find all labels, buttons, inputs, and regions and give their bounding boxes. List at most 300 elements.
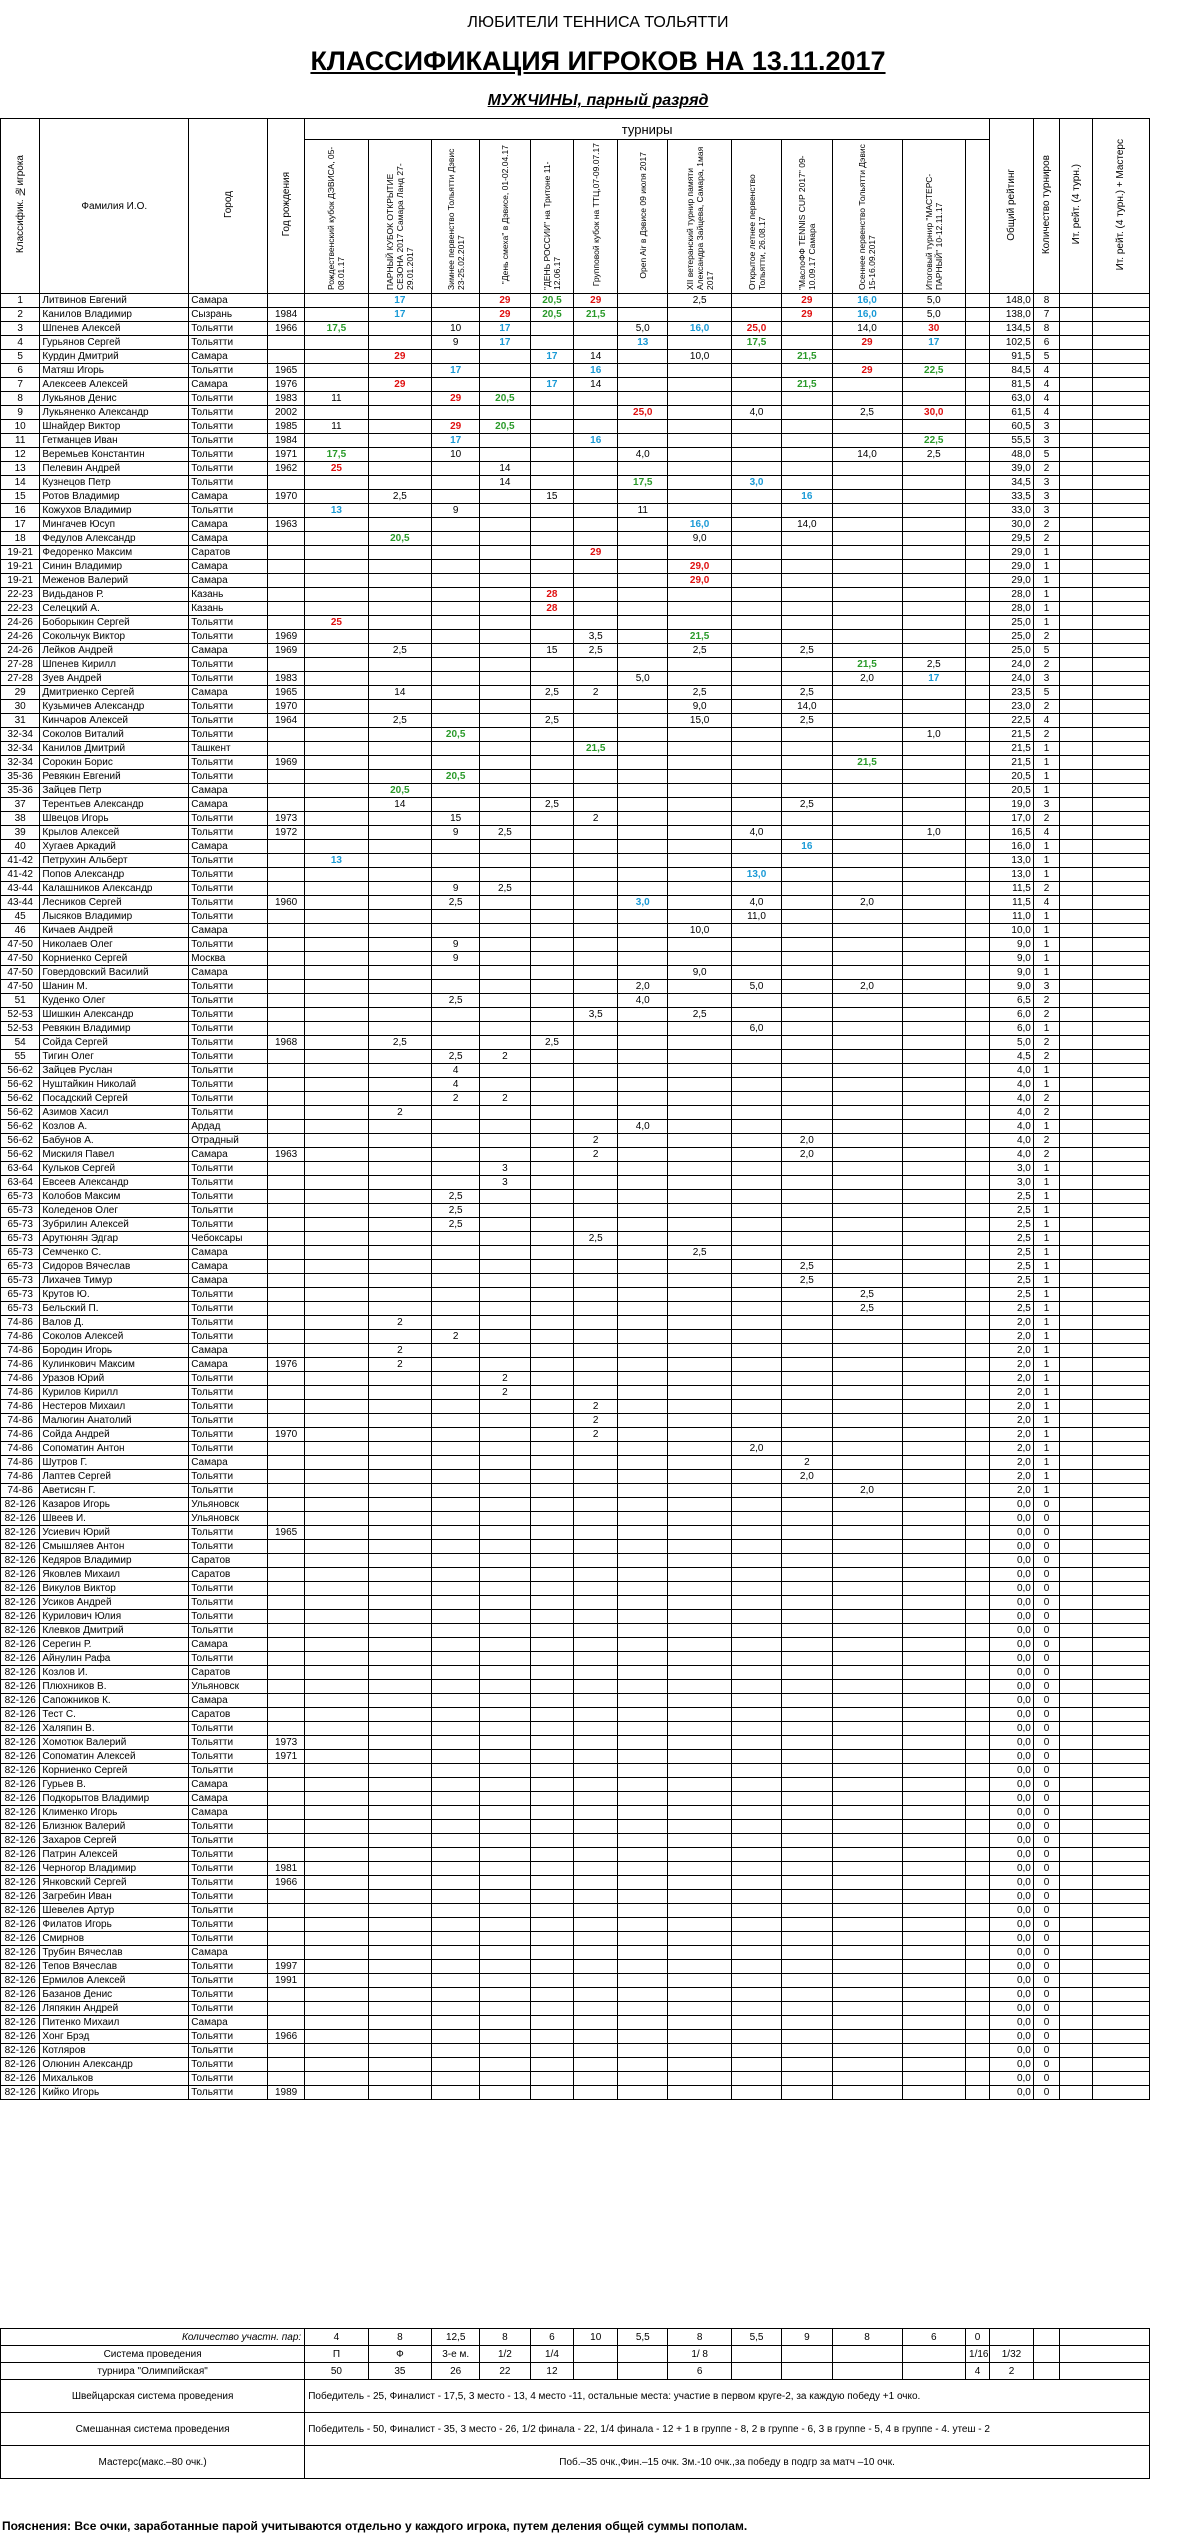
cell-city: Тольятти <box>189 1190 268 1204</box>
cell-score <box>574 868 618 882</box>
cell-score <box>731 616 781 630</box>
cell-year: 1968 <box>267 1036 304 1050</box>
cell-score <box>618 1624 668 1638</box>
cell-score <box>902 616 965 630</box>
cell-rank: 41-42 <box>1 868 40 882</box>
cell-itog <box>1092 2002 1149 2016</box>
cell-empty <box>966 1666 990 1680</box>
cell-name: Питенко Михаил <box>40 2016 189 2030</box>
pairs-cell-empty <box>1060 2329 1150 2346</box>
cell-score <box>902 840 965 854</box>
cell-score <box>618 1918 668 1932</box>
cell-city: Тольятти <box>189 1722 268 1736</box>
cell-year <box>267 1680 304 1694</box>
cell-score: 4,0 <box>618 1120 668 1134</box>
cell-count: 0 <box>1033 1568 1059 1582</box>
cell-score <box>731 1372 781 1386</box>
cell-city: Ульяновск <box>189 1498 268 1512</box>
cell-score <box>902 966 965 980</box>
cell-score <box>668 1442 731 1456</box>
cell-score <box>618 1260 668 1274</box>
cell-city: Чебоксары <box>189 1232 268 1246</box>
cell-score <box>618 1148 668 1162</box>
cell-score <box>668 1792 731 1806</box>
cell-itog <box>1092 770 1149 784</box>
cell-score <box>574 658 618 672</box>
cell-itog <box>1060 1736 1093 1750</box>
cell-score <box>618 1750 668 1764</box>
system-cell <box>902 2346 965 2363</box>
cell-score <box>782 2002 832 2016</box>
cell-count: 1 <box>1033 1372 1059 1386</box>
cell-score <box>480 1288 530 1302</box>
cell-rank: 82-126 <box>1 1568 40 1582</box>
cell-score <box>368 1050 431 1064</box>
cell-itog <box>1092 700 1149 714</box>
cell-empty <box>966 448 990 462</box>
cell-count: 1 <box>1033 1064 1059 1078</box>
cell-rank: 74-86 <box>1 1428 40 1442</box>
cell-score <box>480 1204 530 1218</box>
cell-score <box>618 1932 668 1946</box>
cell-empty <box>966 1568 990 1582</box>
cell-itog <box>1060 406 1093 420</box>
cell-empty <box>966 420 990 434</box>
cell-city: Самара <box>189 1778 268 1792</box>
cell-score <box>668 1848 731 1862</box>
cell-score <box>305 1680 368 1694</box>
cell-year <box>267 1120 304 1134</box>
cell-score <box>305 1316 368 1330</box>
cell-score: 29 <box>480 294 530 308</box>
cell-score <box>832 1554 902 1568</box>
cell-score <box>432 518 480 532</box>
cell-rank: 41-42 <box>1 854 40 868</box>
cell-score <box>832 1582 902 1596</box>
cell-total: 16,0 <box>990 840 1034 854</box>
cell-score <box>902 1680 965 1694</box>
cell-itog <box>1060 1652 1093 1666</box>
cell-score <box>574 1708 618 1722</box>
olymp-cell: 26 <box>432 2363 480 2380</box>
cell-score <box>480 1414 530 1428</box>
cell-itog <box>1092 532 1149 546</box>
cell-score: 2,0 <box>618 980 668 994</box>
cell-score <box>832 518 902 532</box>
olymp-cell <box>618 2363 668 2380</box>
cell-itog <box>1092 1512 1149 1526</box>
cell-score <box>782 1050 832 1064</box>
cell-total: 0,0 <box>990 2030 1034 2044</box>
cell-score <box>902 420 965 434</box>
cell-rank: 82-126 <box>1 1806 40 1820</box>
cell-name: Смирнов <box>40 1932 189 1946</box>
cell-score <box>480 980 530 994</box>
cell-itog <box>1092 336 1149 350</box>
cell-total: 60,5 <box>990 420 1034 434</box>
cell-itog <box>1060 1918 1093 1932</box>
cell-score <box>530 812 574 826</box>
cell-score <box>668 1890 731 1904</box>
cell-score <box>782 1176 832 1190</box>
olymp-cell <box>832 2363 902 2380</box>
cell-score <box>832 700 902 714</box>
cell-score <box>782 1162 832 1176</box>
cell-itog <box>1092 714 1149 728</box>
cell-count: 1 <box>1033 1330 1059 1344</box>
cell-year <box>267 1624 304 1638</box>
cell-score <box>574 2030 618 2044</box>
cell-score <box>368 1414 431 1428</box>
cell-score <box>305 1218 368 1232</box>
cell-itog <box>1092 644 1149 658</box>
cell-itog <box>1060 1722 1093 1736</box>
cell-score <box>432 854 480 868</box>
table-row <box>1 1428 1150 1442</box>
cell-score <box>530 1232 574 1246</box>
cell-rank: 27-28 <box>1 658 40 672</box>
cell-year <box>267 2002 304 2016</box>
cell-score <box>305 476 368 490</box>
cell-score <box>574 1638 618 1652</box>
cell-score: 17,5 <box>305 322 368 336</box>
cell-score <box>480 1834 530 1848</box>
cell-score <box>432 2030 480 2044</box>
cell-score <box>480 1848 530 1862</box>
cell-count: 0 <box>1033 1708 1059 1722</box>
cell-itog <box>1060 1988 1093 2002</box>
cell-total: 2,0 <box>990 1400 1034 1414</box>
cell-score <box>368 1148 431 1162</box>
cell-empty <box>966 882 990 896</box>
cell-score <box>832 630 902 644</box>
cell-score <box>668 1092 731 1106</box>
cell-score <box>782 1988 832 2002</box>
cell-score <box>902 1386 965 1400</box>
cell-rank: 74-86 <box>1 1442 40 1456</box>
cell-score <box>668 1512 731 1526</box>
table-row <box>1 840 1150 854</box>
cell-rank: 15 <box>1 490 40 504</box>
cell-itog <box>1092 1652 1149 1666</box>
cell-score <box>480 2002 530 2016</box>
cell-score <box>618 1582 668 1596</box>
cell-count: 1 <box>1033 1428 1059 1442</box>
cell-score <box>731 1638 781 1652</box>
cell-empty <box>966 1302 990 1316</box>
cell-score <box>731 1120 781 1134</box>
cell-score: 14 <box>368 686 431 700</box>
cell-score: 30 <box>902 322 965 336</box>
table-row <box>1 952 1150 966</box>
cell-city: Тольятти <box>189 826 268 840</box>
cell-score <box>305 1960 368 1974</box>
cell-empty <box>966 630 990 644</box>
system-label: Система проведения <box>1 2346 305 2363</box>
cell-total: 148,0 <box>990 294 1034 308</box>
cell-count: 1 <box>1033 616 1059 630</box>
cell-score <box>368 1120 431 1134</box>
cell-score <box>480 1120 530 1134</box>
cell-score <box>432 1638 480 1652</box>
cell-score <box>832 1834 902 1848</box>
cell-score <box>432 1932 480 1946</box>
cell-score <box>832 1456 902 1470</box>
cell-score <box>668 1904 731 1918</box>
table-row <box>1 1638 1150 1652</box>
cell-score <box>480 1974 530 1988</box>
cell-total: 63,0 <box>990 392 1034 406</box>
cell-score <box>782 1834 832 1848</box>
cell-name: Шанин М. <box>40 980 189 994</box>
cell-year <box>267 1204 304 1218</box>
table-row <box>1 770 1150 784</box>
cell-itog <box>1092 994 1149 1008</box>
table-row <box>1 1512 1150 1526</box>
cell-itog <box>1060 1484 1093 1498</box>
cell-score <box>368 1848 431 1862</box>
cell-itog <box>1060 602 1093 616</box>
cell-empty <box>966 1876 990 1890</box>
cell-empty <box>966 938 990 952</box>
cell-score <box>530 1246 574 1260</box>
cell-count: 0 <box>1033 2058 1059 2072</box>
cell-city: Тольятти <box>189 1736 268 1750</box>
cell-empty <box>966 812 990 826</box>
cell-city: Самара <box>189 1806 268 1820</box>
cell-total: 29,0 <box>990 560 1034 574</box>
cell-rank: 82-126 <box>1 1624 40 1638</box>
cell-score <box>530 2086 574 2100</box>
cell-score <box>618 1820 668 1834</box>
cell-city: Тольятти <box>189 1162 268 1176</box>
table-row <box>1 1694 1150 1708</box>
system-cell <box>574 2346 618 2363</box>
cell-score <box>668 910 731 924</box>
cell-score <box>902 686 965 700</box>
cell-score <box>731 1470 781 1484</box>
cell-score <box>902 1232 965 1246</box>
col-total: Общий рейтинг <box>990 119 1034 294</box>
cell-score <box>832 1120 902 1134</box>
cell-name: Кулинкович Максим <box>40 1358 189 1372</box>
cell-score <box>530 476 574 490</box>
cell-name: Казаров Игорь <box>40 1498 189 1512</box>
cell-score <box>480 1610 530 1624</box>
cell-score <box>782 1666 832 1680</box>
cell-score <box>668 1302 731 1316</box>
cell-score <box>902 1792 965 1806</box>
cell-total: 23,0 <box>990 700 1034 714</box>
cell-score <box>574 1806 618 1820</box>
cell-total: 28,0 <box>990 588 1034 602</box>
cell-name: Сойда Сергей <box>40 1036 189 1050</box>
cell-score <box>574 420 618 434</box>
cell-score <box>574 1064 618 1078</box>
cell-name: Кинчаров Алексей <box>40 714 189 728</box>
cell-count: 2 <box>1033 728 1059 742</box>
cell-score <box>832 2058 902 2072</box>
cell-year <box>267 1792 304 1806</box>
cell-rank: 82-126 <box>1 1988 40 2002</box>
cell-score <box>368 994 431 1008</box>
cell-score <box>368 2058 431 2072</box>
cell-score: 10,0 <box>668 924 731 938</box>
cell-score <box>368 1204 431 1218</box>
cell-score <box>782 1638 832 1652</box>
cell-score <box>574 1820 618 1834</box>
cell-name: Федоренко Максим <box>40 546 189 560</box>
cell-score <box>618 602 668 616</box>
cell-score <box>902 1484 965 1498</box>
cell-score <box>731 938 781 952</box>
cell-empty <box>966 1036 990 1050</box>
cell-score <box>305 1400 368 1414</box>
cell-score <box>480 1022 530 1036</box>
cell-empty <box>966 924 990 938</box>
cell-score <box>480 770 530 784</box>
table-row <box>1 1750 1150 1764</box>
cell-score <box>731 588 781 602</box>
cell-score <box>432 1484 480 1498</box>
cell-itog <box>1092 2072 1149 2086</box>
cell-score <box>782 1820 832 1834</box>
cell-empty <box>966 1358 990 1372</box>
cell-year <box>267 1722 304 1736</box>
cell-score <box>731 812 781 826</box>
cell-score: 17 <box>368 308 431 322</box>
table-row <box>1 1288 1150 1302</box>
cell-year <box>267 910 304 924</box>
cell-rank: 47-50 <box>1 980 40 994</box>
cell-score <box>530 1778 574 1792</box>
cell-score <box>668 784 731 798</box>
cell-score <box>305 336 368 350</box>
cell-itog <box>1060 1148 1093 1162</box>
ranking-table <box>0 118 1150 2100</box>
cell-score <box>782 966 832 980</box>
cell-count: 6 <box>1033 336 1059 350</box>
cell-score <box>902 588 965 602</box>
cell-score <box>832 1050 902 1064</box>
cell-score <box>618 1232 668 1246</box>
cell-score: 21,5 <box>574 742 618 756</box>
cell-score: 25,0 <box>618 406 668 420</box>
cell-rank: 29 <box>1 686 40 700</box>
cell-score <box>731 1974 781 1988</box>
cell-total: 0,0 <box>990 1848 1034 1862</box>
cell-score <box>668 756 731 770</box>
cell-city: Тольятти <box>189 714 268 728</box>
cell-score <box>782 1400 832 1414</box>
cell-score: 20,5 <box>368 532 431 546</box>
cell-total: 3,0 <box>990 1176 1034 1190</box>
cell-rank: 74-86 <box>1 1386 40 1400</box>
cell-score <box>782 1610 832 1624</box>
cell-year <box>267 1134 304 1148</box>
cell-score <box>305 1596 368 1610</box>
cell-score: 3,5 <box>574 1008 618 1022</box>
cell-score <box>574 1946 618 1960</box>
table-row <box>1 630 1150 644</box>
cell-score <box>574 1092 618 1106</box>
cell-score <box>782 406 832 420</box>
cell-itog <box>1092 1428 1149 1442</box>
cell-name: Валов Д. <box>40 1316 189 1330</box>
cell-name: Сойда Андрей <box>40 1428 189 1442</box>
cell-score <box>902 1148 965 1162</box>
cell-count: 1 <box>1033 910 1059 924</box>
cell-score <box>368 1624 431 1638</box>
cell-rank: 35-36 <box>1 770 40 784</box>
cell-name: Ляпякин Андрей <box>40 2002 189 2016</box>
cell-itog <box>1060 308 1093 322</box>
table-row <box>1 1918 1150 1932</box>
cell-score <box>731 504 781 518</box>
cell-score <box>731 1344 781 1358</box>
cell-count: 3 <box>1033 420 1059 434</box>
cell-year <box>267 336 304 350</box>
cell-count: 4 <box>1033 364 1059 378</box>
cell-score <box>368 336 431 350</box>
cell-score <box>530 1358 574 1372</box>
cell-score <box>731 1792 781 1806</box>
cell-itog <box>1060 756 1093 770</box>
cell-itog <box>1092 294 1149 308</box>
cell-score <box>574 1022 618 1036</box>
cell-itog <box>1092 574 1149 588</box>
cell-itog <box>1092 756 1149 770</box>
cell-score <box>782 1568 832 1582</box>
cell-score <box>668 1232 731 1246</box>
cell-score <box>618 1470 668 1484</box>
cell-empty <box>966 1442 990 1456</box>
cell-score <box>305 812 368 826</box>
table-row <box>1 1176 1150 1190</box>
cell-itog <box>1092 686 1149 700</box>
cell-itog <box>1092 1876 1149 1890</box>
table-row <box>1 448 1150 462</box>
cell-total: 25,0 <box>990 616 1034 630</box>
table-row <box>1 1162 1150 1176</box>
cell-empty <box>966 700 990 714</box>
cell-name: Селецкий А. <box>40 602 189 616</box>
cell-total: 0,0 <box>990 1862 1034 1876</box>
cell-itog <box>1060 1512 1093 1526</box>
cell-score <box>832 1638 902 1652</box>
cell-score <box>832 728 902 742</box>
cell-score: 25 <box>305 462 368 476</box>
cell-score <box>480 672 530 686</box>
cell-score: 2,0 <box>782 1148 832 1162</box>
olymp-label: турнира "Олимпийская" <box>1 2363 305 2380</box>
cell-year: 1970 <box>267 1428 304 1442</box>
cell-score <box>480 1358 530 1372</box>
cell-score <box>432 1960 480 1974</box>
cell-itog <box>1092 490 1149 504</box>
cell-score <box>668 1344 731 1358</box>
cell-empty <box>966 1470 990 1484</box>
cell-empty <box>966 406 990 420</box>
cell-score <box>530 1932 574 1946</box>
cell-score: 2,5 <box>782 798 832 812</box>
cell-score <box>902 784 965 798</box>
cell-score <box>574 448 618 462</box>
cell-score <box>731 350 781 364</box>
cell-score <box>432 1988 480 2002</box>
cell-score <box>305 770 368 784</box>
cell-name: Шутров Г. <box>40 1456 189 1470</box>
